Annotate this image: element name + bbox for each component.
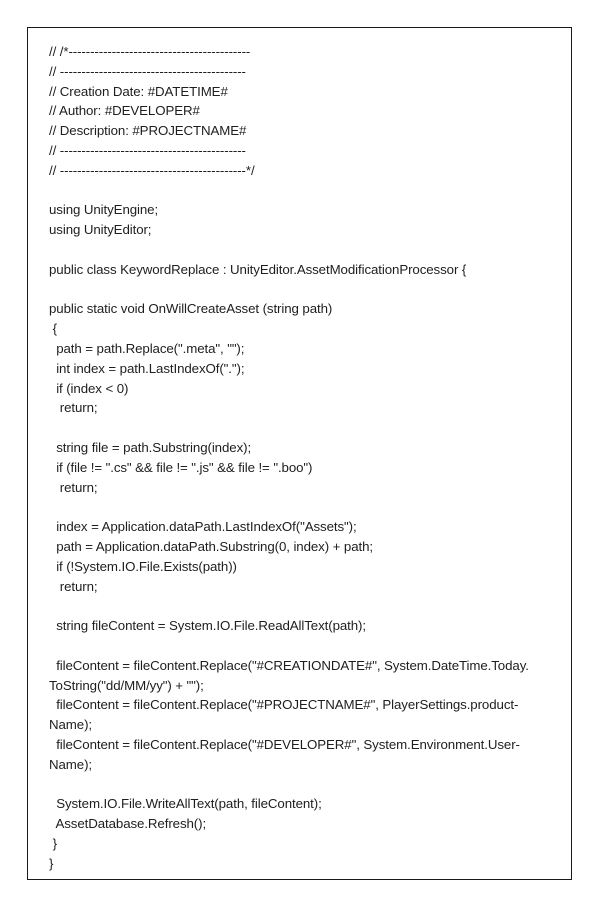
code-line: System.IO.File.WriteAllText(path, fileContent); — [49, 796, 322, 812]
code-listing-box — [27, 27, 572, 880]
code-line: path = Application.dataPath.Substring(0, index) + path; — [49, 538, 373, 554]
code-line: using UnityEditor; — [49, 222, 152, 238]
code-line: // /*------------------------------------------ — [49, 44, 251, 59]
code-line: return; — [49, 400, 98, 416]
code-line: AssetDatabase.Refresh(); — [49, 816, 207, 832]
code-line: // Description: #PROJECTNAME# — [49, 123, 247, 139]
code-line: fileContent = fileContent.Replace("#DEVELOPER#", System.Environment.User- — [49, 736, 520, 752]
code-line: // ------------------------------------------- — [49, 63, 246, 79]
code-line — [49, 240, 561, 260]
code-line: } — [49, 855, 54, 871]
code-line: index = Application.dataPath.LastIndexOf("Assets"); — [49, 519, 357, 535]
code-line: fileContent = fileContent.Replace("#PROJECTNAME#", PlayerSettings.product- — [49, 697, 519, 713]
code-line: string file = path.Substring(index); — [49, 439, 252, 455]
code-line: // ------------------------------------------- — [49, 142, 246, 158]
code-line: if (file != ".cs" && file != ".js" && file != ".boo") — [49, 459, 313, 475]
code-line: string fileContent = System.IO.File.ReadAllText(path); — [49, 618, 366, 634]
code-line: public class KeywordReplace : UnityEditor.AssetModificationProcessor { — [49, 261, 467, 277]
code-line: path = path.Replace(".meta", ""); — [49, 340, 245, 356]
code-line: { — [49, 321, 57, 337]
code-line: Name); — [49, 756, 92, 772]
code-line: int index = path.LastIndexOf("."); — [49, 360, 245, 376]
code-line: } — [49, 835, 57, 851]
code-line — [49, 181, 561, 201]
code-line: using UnityEngine; — [49, 202, 159, 218]
code-line — [49, 636, 561, 656]
code-line: if (index < 0) — [49, 380, 129, 396]
code-line — [49, 497, 561, 517]
code-line: Name); — [49, 717, 92, 733]
code-line: fileContent = fileContent.Replace("#CREATIONDATE#", System.DateTime.Today. — [49, 657, 529, 673]
code-line: // -------------------------------------------*/ — [49, 162, 255, 178]
code-line: return; — [49, 578, 98, 594]
code-line — [49, 280, 561, 300]
code-line: // Author: #DEVELOPER# — [49, 103, 200, 119]
code-listing — [49, 42, 561, 873]
code-line — [49, 596, 561, 616]
code-line: ToString("dd/MM/yy") + ""); — [49, 677, 204, 693]
code-line — [49, 418, 561, 438]
code-line: public static void OnWillCreateAsset (string path) — [49, 301, 333, 317]
code-line: if (!System.IO.File.Exists(path)) — [49, 558, 237, 574]
code-line: return; — [49, 479, 98, 495]
code-line: // Creation Date: #DATETIME# — [49, 83, 228, 99]
code-line — [49, 774, 561, 794]
